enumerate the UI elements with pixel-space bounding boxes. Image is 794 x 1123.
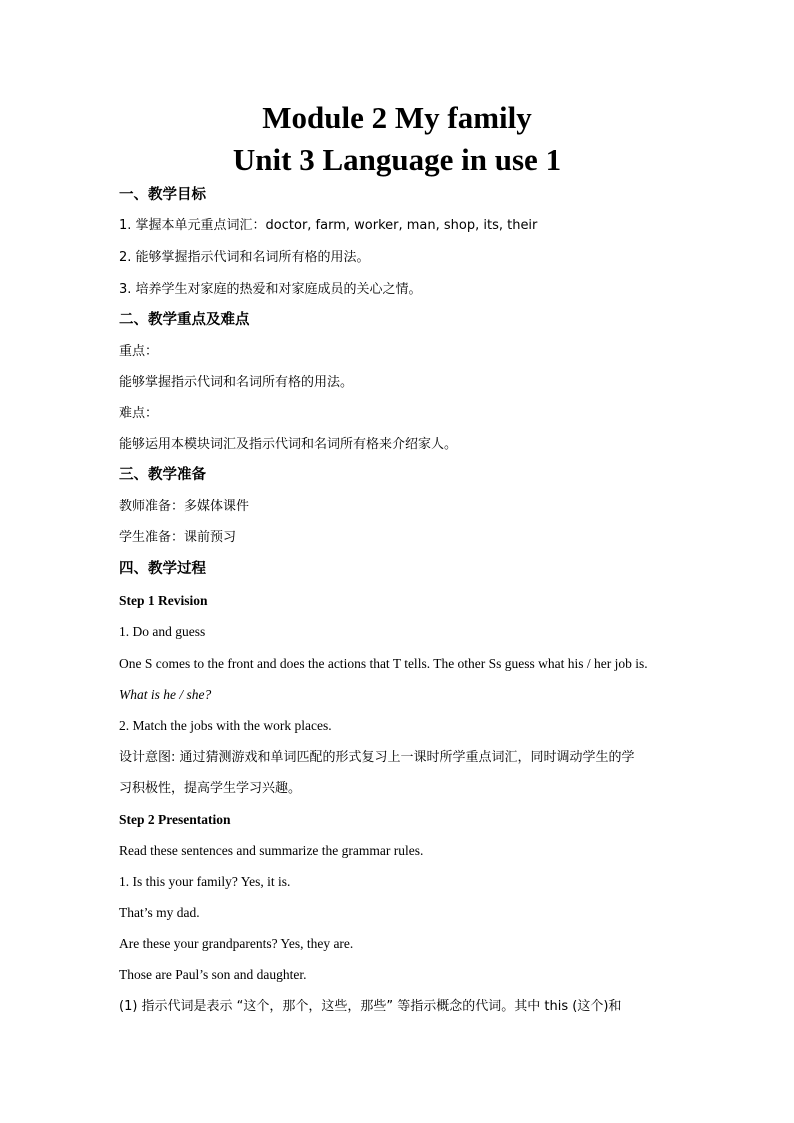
step1-design-line2: 习积极性，提高学生学习兴趣。 bbox=[119, 781, 302, 796]
difficult-point-text: 能够运用本模块词汇及指示代词和名词所有格来介绍家人。 bbox=[119, 437, 458, 452]
step1-item1: 1. Do and guess bbox=[119, 624, 206, 639]
objective-item-3: 3. 培养学生对家庭的热爱和对家庭成员的关心之情。 bbox=[119, 282, 422, 297]
step2-sentence-2: That’s my dad. bbox=[119, 905, 200, 920]
section-heading-process: 四、教学过程 bbox=[119, 561, 206, 577]
teacher-preparation: 教师准备：多媒体课件 bbox=[119, 499, 250, 514]
step1-design-line1: 设计意图: 通过猜测游戏和单词匹配的形式复习上一课时所学重点词汇，同时调动学生的学 bbox=[119, 750, 635, 765]
step1-item1-text: One S comes to the front and does the actions that T tells. The other Ss guess what his / her job is. bbox=[119, 656, 648, 671]
step1-item2: 2. Match the jobs with the work places. bbox=[119, 718, 332, 733]
section-heading-preparation: 三、教学准备 bbox=[119, 467, 206, 483]
difficult-point-label: 难点： bbox=[119, 406, 159, 421]
key-point-label: 重点： bbox=[119, 344, 159, 359]
objective-item-2: 2. 能够掌握指示代词和名词所有格的用法。 bbox=[119, 250, 370, 265]
step2-sentence-4: Those are Paul’s son and daughter. bbox=[119, 967, 307, 982]
step1-item1-question: What is he / she? bbox=[119, 687, 212, 702]
step2-sentence-3: Are these your grandparents? Yes, they are. bbox=[119, 936, 354, 951]
section-heading-key-points: 二、教学重点及难点 bbox=[119, 312, 250, 328]
module-title: Module 2 My family bbox=[262, 100, 532, 135]
key-point-text: 能够掌握指示代词和名词所有格的用法。 bbox=[119, 375, 354, 390]
objective-item-1: 1. 掌握本单元重点词汇：doctor, farm, worker, man, shop, its, their bbox=[119, 218, 538, 233]
section-heading-objectives: 一、教学目标 bbox=[119, 187, 206, 203]
step2-title: Step 2 Presentation bbox=[119, 812, 231, 827]
unit-title: Unit 3 Language in use 1 bbox=[232, 142, 562, 177]
student-preparation: 学生准备：课前预习 bbox=[119, 530, 237, 545]
step2-sentence-1: 1. Is this your family? Yes, it is. bbox=[119, 874, 291, 889]
step2-note: (1) 指示代词是表示 “这个，那个，这些，那些” 等指示概念的代词。其中 this (这个)和 bbox=[119, 999, 622, 1014]
step1-title: Step 1 Revision bbox=[119, 593, 208, 608]
step2-intro: Read these sentences and summarize the grammar rules. bbox=[119, 843, 424, 858]
